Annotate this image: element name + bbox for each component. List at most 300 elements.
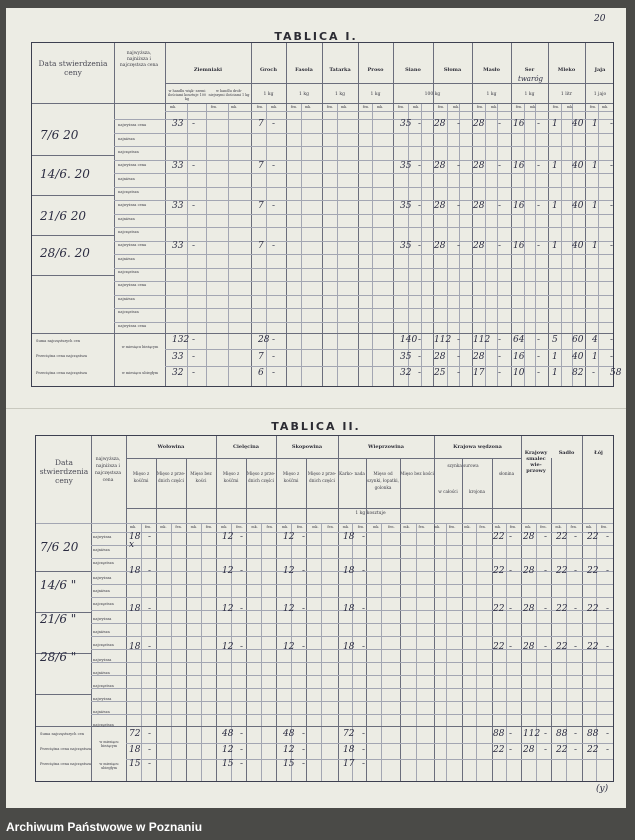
t1-handwritten-value: 1 [592, 201, 598, 211]
t1-mkfen-label: fen. [326, 105, 334, 109]
t1-handwritten-value: 35 [400, 161, 412, 171]
t2-avg-label: Przeciętna cena najczęstsza [40, 747, 92, 751]
t2-handwritten-value: 22 [587, 642, 599, 652]
t2-handwritten-value: 12 [222, 604, 234, 614]
t1-rank-label: najczęstsza [118, 190, 139, 194]
t1-row-line [114, 322, 613, 323]
t2-handwritten-value: - [574, 566, 578, 576]
t2-handwritten-value: - [362, 604, 366, 614]
t1-mkfen-label: mk. [376, 105, 384, 109]
t2-subheader: Mięso z kośćmi [132, 471, 150, 483]
t1-sum-value: 6 [258, 368, 264, 378]
page-number-top: 20 [594, 14, 606, 24]
t2-handwritten-value: 18 [343, 642, 355, 652]
t2-sum-value: 17 [343, 759, 355, 769]
t2-mkfen-label: fen. [357, 525, 365, 529]
t2-handwritten-value: 28 [523, 532, 535, 542]
t2-row-line [91, 623, 613, 624]
t2-handwritten-value: 12 [283, 532, 295, 542]
t1-sum-value: 17 [473, 368, 485, 378]
t1-mkfen-line [165, 111, 613, 112]
t2-handwritten-value: - [544, 532, 548, 542]
t2-sum-value: 88 [587, 729, 599, 739]
t1-unit: 1 kg [486, 92, 497, 97]
t1-handwritten-value: 16 [513, 161, 525, 171]
t1-unit: 1 litr [560, 92, 573, 97]
t1-sum-value: - [457, 368, 461, 378]
t2-handwritten-value: 22 [493, 642, 505, 652]
t2-group-header: Łój [594, 450, 603, 456]
t2-subheader: Karko- nada [339, 471, 365, 476]
t1-handwritten-value: 1 [552, 201, 558, 211]
t1-ziemniaki-sub1: w handlu więk- szemi ilościami kosztuje 100 kg [167, 89, 207, 101]
t2-rank-label: najniższa [93, 710, 110, 714]
t1-unit: 1 kg [335, 92, 345, 97]
t2-subcolumn-line [306, 458, 307, 781]
t2-sum-value: 18 [129, 745, 141, 755]
t2-sum-value: - [240, 745, 244, 755]
t1-handwritten-value: 33 [172, 161, 184, 171]
t1-row-line [114, 187, 613, 188]
t2-mkfen-label: fen. [448, 525, 456, 529]
t1-rank-label: najwyższa cena [118, 243, 147, 247]
t2-subheader: Mięso bez kości [190, 471, 212, 483]
t2-mkfen-label: mk. [312, 525, 319, 529]
t1-handwritten-value: 1 [552, 161, 558, 171]
t1-product-header: Ziemniaki [193, 67, 223, 73]
t2-sum-value: 12 [222, 745, 234, 755]
t1-sum-value: 112 [434, 335, 452, 345]
t2-handwritten-value: 22 [556, 566, 568, 576]
t2-mkfen-label: fen. [296, 525, 304, 529]
t2-date-line [36, 571, 91, 572]
t2-sum-value: 15 [222, 759, 234, 769]
t2-sum-value: - [606, 729, 610, 739]
t2-sum-value: 72 [343, 729, 355, 739]
t2-handwritten-value: - [509, 604, 513, 614]
t2-mkfen-label: fen. [236, 525, 243, 529]
t1-mkfen-label: mk. [412, 105, 420, 109]
t2-mkfen-label: mk. [494, 525, 501, 529]
t1-handwritten-value: 1 [552, 119, 558, 129]
t1-sum-value: - [192, 335, 196, 345]
t1-handwritten-value: 40 [572, 119, 584, 129]
t1-handwritten-value: 1 [592, 241, 598, 251]
t2-group-header: Skopowina [291, 444, 323, 450]
t1-sum-value: - [457, 352, 461, 362]
t1-unit: 1 kg [263, 92, 274, 97]
t2-handwritten-value: - [606, 642, 610, 652]
t2-sum-value: - [302, 745, 306, 755]
t2-row-line [91, 597, 613, 598]
t2-avg-label-prev: Przeciętna cena najczęstsza [40, 762, 92, 766]
t2-handwritten-value: 12 [222, 532, 234, 542]
t2-sum-value: 48 [222, 729, 234, 739]
t2-mkfen-label: fen. [388, 525, 395, 529]
t1-product-header: Siano [405, 67, 421, 73]
t1-handwritten-value: 16 [513, 201, 525, 211]
table2-title: TABLICA II. [271, 420, 361, 433]
t1-date-line [32, 235, 114, 236]
t2-rank-label: najniższa [93, 671, 110, 675]
t1-date: 21/6 20 [40, 209, 87, 223]
t2-subheader: słonina [498, 471, 515, 476]
t2-mkfen-label: mk. [373, 525, 380, 529]
t2-handwritten-value: - [544, 604, 548, 614]
t1-handwritten-value: 7 [258, 119, 264, 129]
t1-handwritten-value: - [192, 201, 196, 211]
t1-product-header: Groch [260, 67, 277, 73]
t2-handwritten-value: 18 [343, 604, 355, 614]
t2-mkfen-label: mk. [251, 525, 258, 529]
t1-sum-value: 28 [258, 335, 270, 345]
t1-mkfen-label: mk. [490, 105, 498, 109]
t2-extra-mark: x [129, 540, 135, 550]
t1-mkfen-label: fen. [437, 105, 445, 109]
t1-mkfen-label: mk. [340, 105, 348, 109]
t1-rank-label: najniższa [118, 216, 135, 221]
page-number-bottom: (y) [596, 784, 609, 794]
t1-sum-value: 5 [552, 335, 558, 345]
t1-handwritten-value: 35 [400, 119, 412, 129]
t2-handwritten-value: - [509, 566, 513, 576]
t1-handwritten-value: 28 [473, 119, 485, 129]
t1-rank-label: najczęstsza [118, 310, 139, 314]
t2-subheader: Mięso z prze- dnich części [156, 471, 186, 483]
t1-handwritten-value: 33 [172, 119, 184, 129]
t1-sum-value: 25 [434, 368, 446, 378]
t2-handwritten-value: 12 [222, 642, 234, 652]
t1-row-line [114, 295, 613, 296]
t1-sum-value: 64 [513, 335, 525, 345]
t2-subheader: krojona [468, 489, 486, 494]
t1-sum-value: - [418, 368, 422, 378]
t1-rank-label: najczęstsza [118, 150, 139, 154]
t2-rank-label: najwyższa [93, 697, 112, 701]
t2-unit-line [36, 523, 613, 524]
t2-sum-line [126, 743, 613, 744]
t1-mkfen-label: mk. [230, 105, 238, 109]
table1-grid [31, 42, 622, 387]
t1-unit: 1 jajo [593, 92, 607, 97]
t1-handwritten-value: - [610, 161, 614, 171]
table1-title: TABLICA I. [274, 30, 358, 43]
t1-handwritten-value: - [418, 241, 422, 251]
t2-col-date-header: Data stwierdzenia ceny [39, 458, 89, 485]
t1-sum-value: 58 [610, 368, 622, 378]
t2-handwritten-value: - [302, 642, 306, 652]
t2-handwritten-value: 12 [283, 604, 295, 614]
t1-mkfen-label: fen. [552, 105, 560, 109]
t2-sum-value: 28 [523, 745, 535, 755]
t1-handwritten-value: - [498, 201, 502, 211]
t1-sum-value: 28 [434, 352, 446, 362]
t1-sum-value: - [272, 335, 276, 345]
t2-group-header: Krajowy smalec wie- przowy [524, 450, 548, 474]
t2-sum-value: 112 [523, 729, 541, 739]
t1-header-bottom [32, 103, 613, 104]
t1-mkfen-label: fen. [290, 105, 298, 109]
t1-sum-value: 28 [473, 352, 485, 362]
t2-mkfen-label: fen. [479, 525, 486, 529]
t1-handwritten-value: - [537, 201, 541, 211]
t2-subheader: szynka surowa [447, 463, 479, 468]
t1-sum-value: 132 [172, 335, 190, 345]
t2-group-header: Wołowina [157, 444, 185, 450]
t1-mkfen-label: fen. [210, 105, 218, 109]
t1-sum-value: - [592, 368, 596, 378]
table2-grid [35, 435, 614, 782]
t1-sum-value: 1 [552, 352, 558, 362]
t1-mkfen-label: mk. [452, 105, 460, 109]
t2-column-line [216, 436, 217, 781]
t1-rank-label: najczęstsza [118, 270, 139, 274]
t2-sum-value: - [240, 729, 244, 739]
t2-sum-value: 48 [283, 729, 295, 739]
t1-handwritten-value: - [537, 119, 541, 129]
t2-sum-value: - [148, 745, 152, 755]
t2-handwritten-value: - [606, 566, 610, 576]
t2-mkfen-label: mk. [525, 525, 532, 529]
t2-handwritten-value: - [148, 532, 152, 542]
t2-handwritten-value: - [148, 566, 152, 576]
t2-sum-value: 18 [343, 745, 355, 755]
t1-handwritten-value: - [610, 241, 614, 251]
t2-sum-value: 88 [493, 729, 505, 739]
t2-handwritten-value: 18 [343, 566, 355, 576]
t2-handwritten-value: - [362, 532, 366, 542]
t1-handwritten-value: 28 [434, 241, 446, 251]
t2-handwritten-value: 28 [523, 566, 535, 576]
t2-subcolumn-line [186, 458, 187, 781]
t1-unit: 1 kg [524, 92, 535, 97]
t1-handwritten-value: - [418, 161, 422, 171]
t2-sum-value: - [509, 729, 513, 739]
t2-mkfen-label: fen. [175, 525, 182, 529]
t2-rank-label: najwyższa [93, 658, 112, 662]
t2-handwritten-value: 22 [587, 604, 599, 614]
t2-handwritten-value: 12 [283, 642, 295, 652]
t1-handwritten-value: - [192, 161, 196, 171]
t2-mkfen-label: fen. [540, 525, 547, 529]
t1-sum-value: 40 [572, 352, 584, 362]
t1-mkfen-label: mk. [566, 105, 574, 109]
t2-handwritten-value: 28 [523, 604, 535, 614]
t1-row-line [114, 173, 613, 174]
t1-handwritten-value: - [192, 119, 196, 129]
t1-handwritten-value: 1 [592, 161, 598, 171]
t2-row-line [91, 714, 613, 715]
t2-sum-value: - [148, 759, 152, 769]
t1-rank-label: najwyższa cena [118, 203, 147, 207]
t2-sum-value: 22 [587, 745, 599, 755]
t2-mkfen-label: fen. [509, 525, 517, 529]
t2-mkfen-label: mk. [555, 525, 562, 529]
t2-rank-label: najwyższa [93, 576, 112, 580]
t2-handwritten-value: - [509, 532, 513, 542]
t2-subcolumn-line [246, 458, 247, 781]
t1-sum-value: - [272, 368, 276, 378]
t2-date: 7/6 20 [40, 540, 79, 554]
t2-subcolumn-line [156, 458, 157, 781]
t2-subcolumn-line [366, 458, 367, 781]
t2-handwritten-value: 22 [556, 642, 568, 652]
t1-handwritten-value: - [418, 201, 422, 211]
t2-handwritten-value: - [240, 642, 244, 652]
t1-handwritten-value: 7 [258, 201, 264, 211]
t1-handwritten-value: - [457, 201, 461, 211]
t1-handwritten-value: - [272, 241, 276, 251]
t1-handwritten-value: 16 [513, 241, 525, 251]
t2-subheader: Mięso z prze- dnich części [246, 471, 276, 483]
archive-label: Archiwum Państwowe w Poznaniu [6, 820, 203, 834]
t2-handwritten-value: 18 [129, 604, 141, 614]
t2-mkfen-label: mk. [464, 525, 471, 529]
t1-sum-value: 1 [592, 352, 598, 362]
t2-subheader: Mięso z kośćmi [222, 471, 240, 483]
t2-sum-value: - [302, 759, 306, 769]
t1-product-header: Mleko [557, 67, 576, 73]
t2-handwritten-value: - [509, 642, 513, 652]
t2-rank-label: najczęstsza [93, 723, 114, 727]
t2-group-header: Sadło [558, 450, 575, 456]
t2-handwritten-value: - [240, 532, 244, 542]
t1-row-line [114, 268, 613, 269]
t2-column-line [126, 436, 127, 781]
t2-group-header: Wieprzowina [368, 444, 404, 450]
t2-sum-value: 15 [283, 759, 295, 769]
t1-handwritten-value: 40 [572, 201, 584, 211]
t1-handwritten-value: - [457, 161, 461, 171]
t2-subheader: Mięso od szynki, łopatki, golonka [367, 471, 399, 490]
t2-sum-value: - [148, 729, 152, 739]
t1-sum-value: 1 [552, 368, 558, 378]
t1-sum-value: 32 [172, 368, 184, 378]
t1-sum-value: 16 [513, 352, 525, 362]
t1-column-line [114, 43, 115, 386]
t1-handwritten-value: - [418, 119, 422, 129]
t1-handwritten-value: - [610, 201, 614, 211]
t2-sum-value: - [574, 745, 578, 755]
t1-row-line [114, 133, 613, 134]
t1-sum-value: - [418, 335, 422, 345]
t2-column-line [582, 436, 583, 781]
t1-handwritten-value: 1 [552, 241, 558, 251]
t1-rank-label: najniższa [118, 136, 135, 141]
t1-mkfen-label: fen. [256, 105, 264, 109]
t2-date: 14/6 " [40, 578, 77, 592]
t1-ser-correction: twaróg [518, 75, 544, 83]
t2-row-line [91, 688, 613, 689]
t2-handwritten-value: 28 [523, 642, 535, 652]
t1-mkfen-label: mk. [304, 105, 312, 109]
t1-mkfen-label: fen. [589, 105, 597, 109]
t2-handwritten-value: 18 [129, 642, 141, 652]
t2-group-header: Cielęcina [233, 444, 259, 450]
t2-mkfen-label: fen. [600, 525, 608, 529]
t2-mkfen-label: mk. [221, 525, 228, 529]
t2-sum-value: - [362, 759, 366, 769]
t2-rank-label: najczęstsza [93, 602, 114, 606]
t2-mkfen-label: mk. [281, 525, 289, 529]
t2-group-header: Krajowa wędzona [453, 444, 502, 450]
t1-product-header: Masło [483, 67, 500, 73]
t2-subheader: Mięso z kośćmi [282, 471, 300, 483]
t1-mkfen-label: fen. [476, 105, 484, 109]
t1-sum-value: - [192, 368, 196, 378]
t1-handwritten-value: - [498, 119, 502, 129]
t2-handwritten-value: - [240, 604, 244, 614]
t1-unit: 1 kg [299, 92, 309, 97]
t2-subcolumn-line [551, 458, 552, 781]
t1-sum-value: - [537, 352, 541, 362]
t2-sum-value: - [362, 745, 366, 755]
t1-handwritten-value: - [537, 161, 541, 171]
t1-handwritten-value: 1 [592, 119, 598, 129]
t1-row-line [114, 281, 613, 282]
t2-rank-label: najczęstsza [93, 561, 114, 565]
t2-handwritten-value: - [544, 566, 548, 576]
t1-sum-value: 82 [572, 368, 584, 378]
document-sheet [6, 8, 626, 808]
t1-mkfen-label: mk. [270, 105, 278, 109]
t2-mkfen-label: mk. [342, 525, 349, 529]
t2-mkfen-label: mk. [190, 525, 197, 529]
t1-handwritten-value: 28 [473, 161, 485, 171]
t1-product-header: Tatarka [329, 67, 351, 73]
t2-mkfen-label: mk. [160, 525, 167, 529]
t2-mkfen-label: mk. [403, 525, 410, 529]
t2-handwritten-value: 22 [587, 566, 599, 576]
t1-handwritten-value: - [498, 241, 502, 251]
t1-date-line [32, 195, 114, 196]
t1-handwritten-value: 28 [434, 161, 446, 171]
t2-header-bottom [126, 508, 613, 509]
t1-sum-value: 140 [400, 335, 418, 345]
t1-sum-value: 7 [258, 352, 264, 362]
t2-sum-value: 22 [556, 745, 568, 755]
t1-mkfen-label: fen. [515, 105, 523, 109]
t2-handwritten-value: 12 [283, 566, 295, 576]
t1-sum-value: - [537, 368, 541, 378]
t2-date: 28/6 " [40, 650, 77, 664]
t2-rank-label: najniższa [93, 548, 110, 552]
t2-sum-value: 72 [129, 729, 141, 739]
t2-handwritten-value: - [574, 604, 578, 614]
t1-row-line [114, 254, 613, 255]
t1-rank-label: najniższa [118, 256, 135, 261]
t2-handwritten-value: 18 [343, 532, 355, 542]
t2-handwritten-value: 22 [493, 566, 505, 576]
t1-sum-line2 [165, 366, 613, 367]
t1-sum-value: 32 [400, 368, 412, 378]
t1-rank-label: najwyższa cena [118, 283, 147, 287]
t2-rank-label: najniższa [93, 589, 110, 593]
t1-unit: 1 kg [370, 92, 381, 97]
t2-group-line [126, 458, 521, 459]
t2-subheader: w całości [438, 489, 458, 494]
t2-sum-top [36, 726, 613, 727]
t1-sum-value: 60 [572, 335, 584, 345]
t1-row-line [114, 227, 613, 228]
t1-rank-label: najczęstsza [118, 230, 139, 234]
t1-handwritten-value: 33 [172, 201, 184, 211]
t1-rank-label: najwyższa cena [118, 123, 147, 127]
t2-col-rank-header: najwyższa, najniższa i najczęstsza cena [94, 457, 121, 483]
t1-handwritten-value: - [272, 161, 276, 171]
fold-line [6, 408, 626, 409]
t1-date-line [32, 155, 114, 156]
